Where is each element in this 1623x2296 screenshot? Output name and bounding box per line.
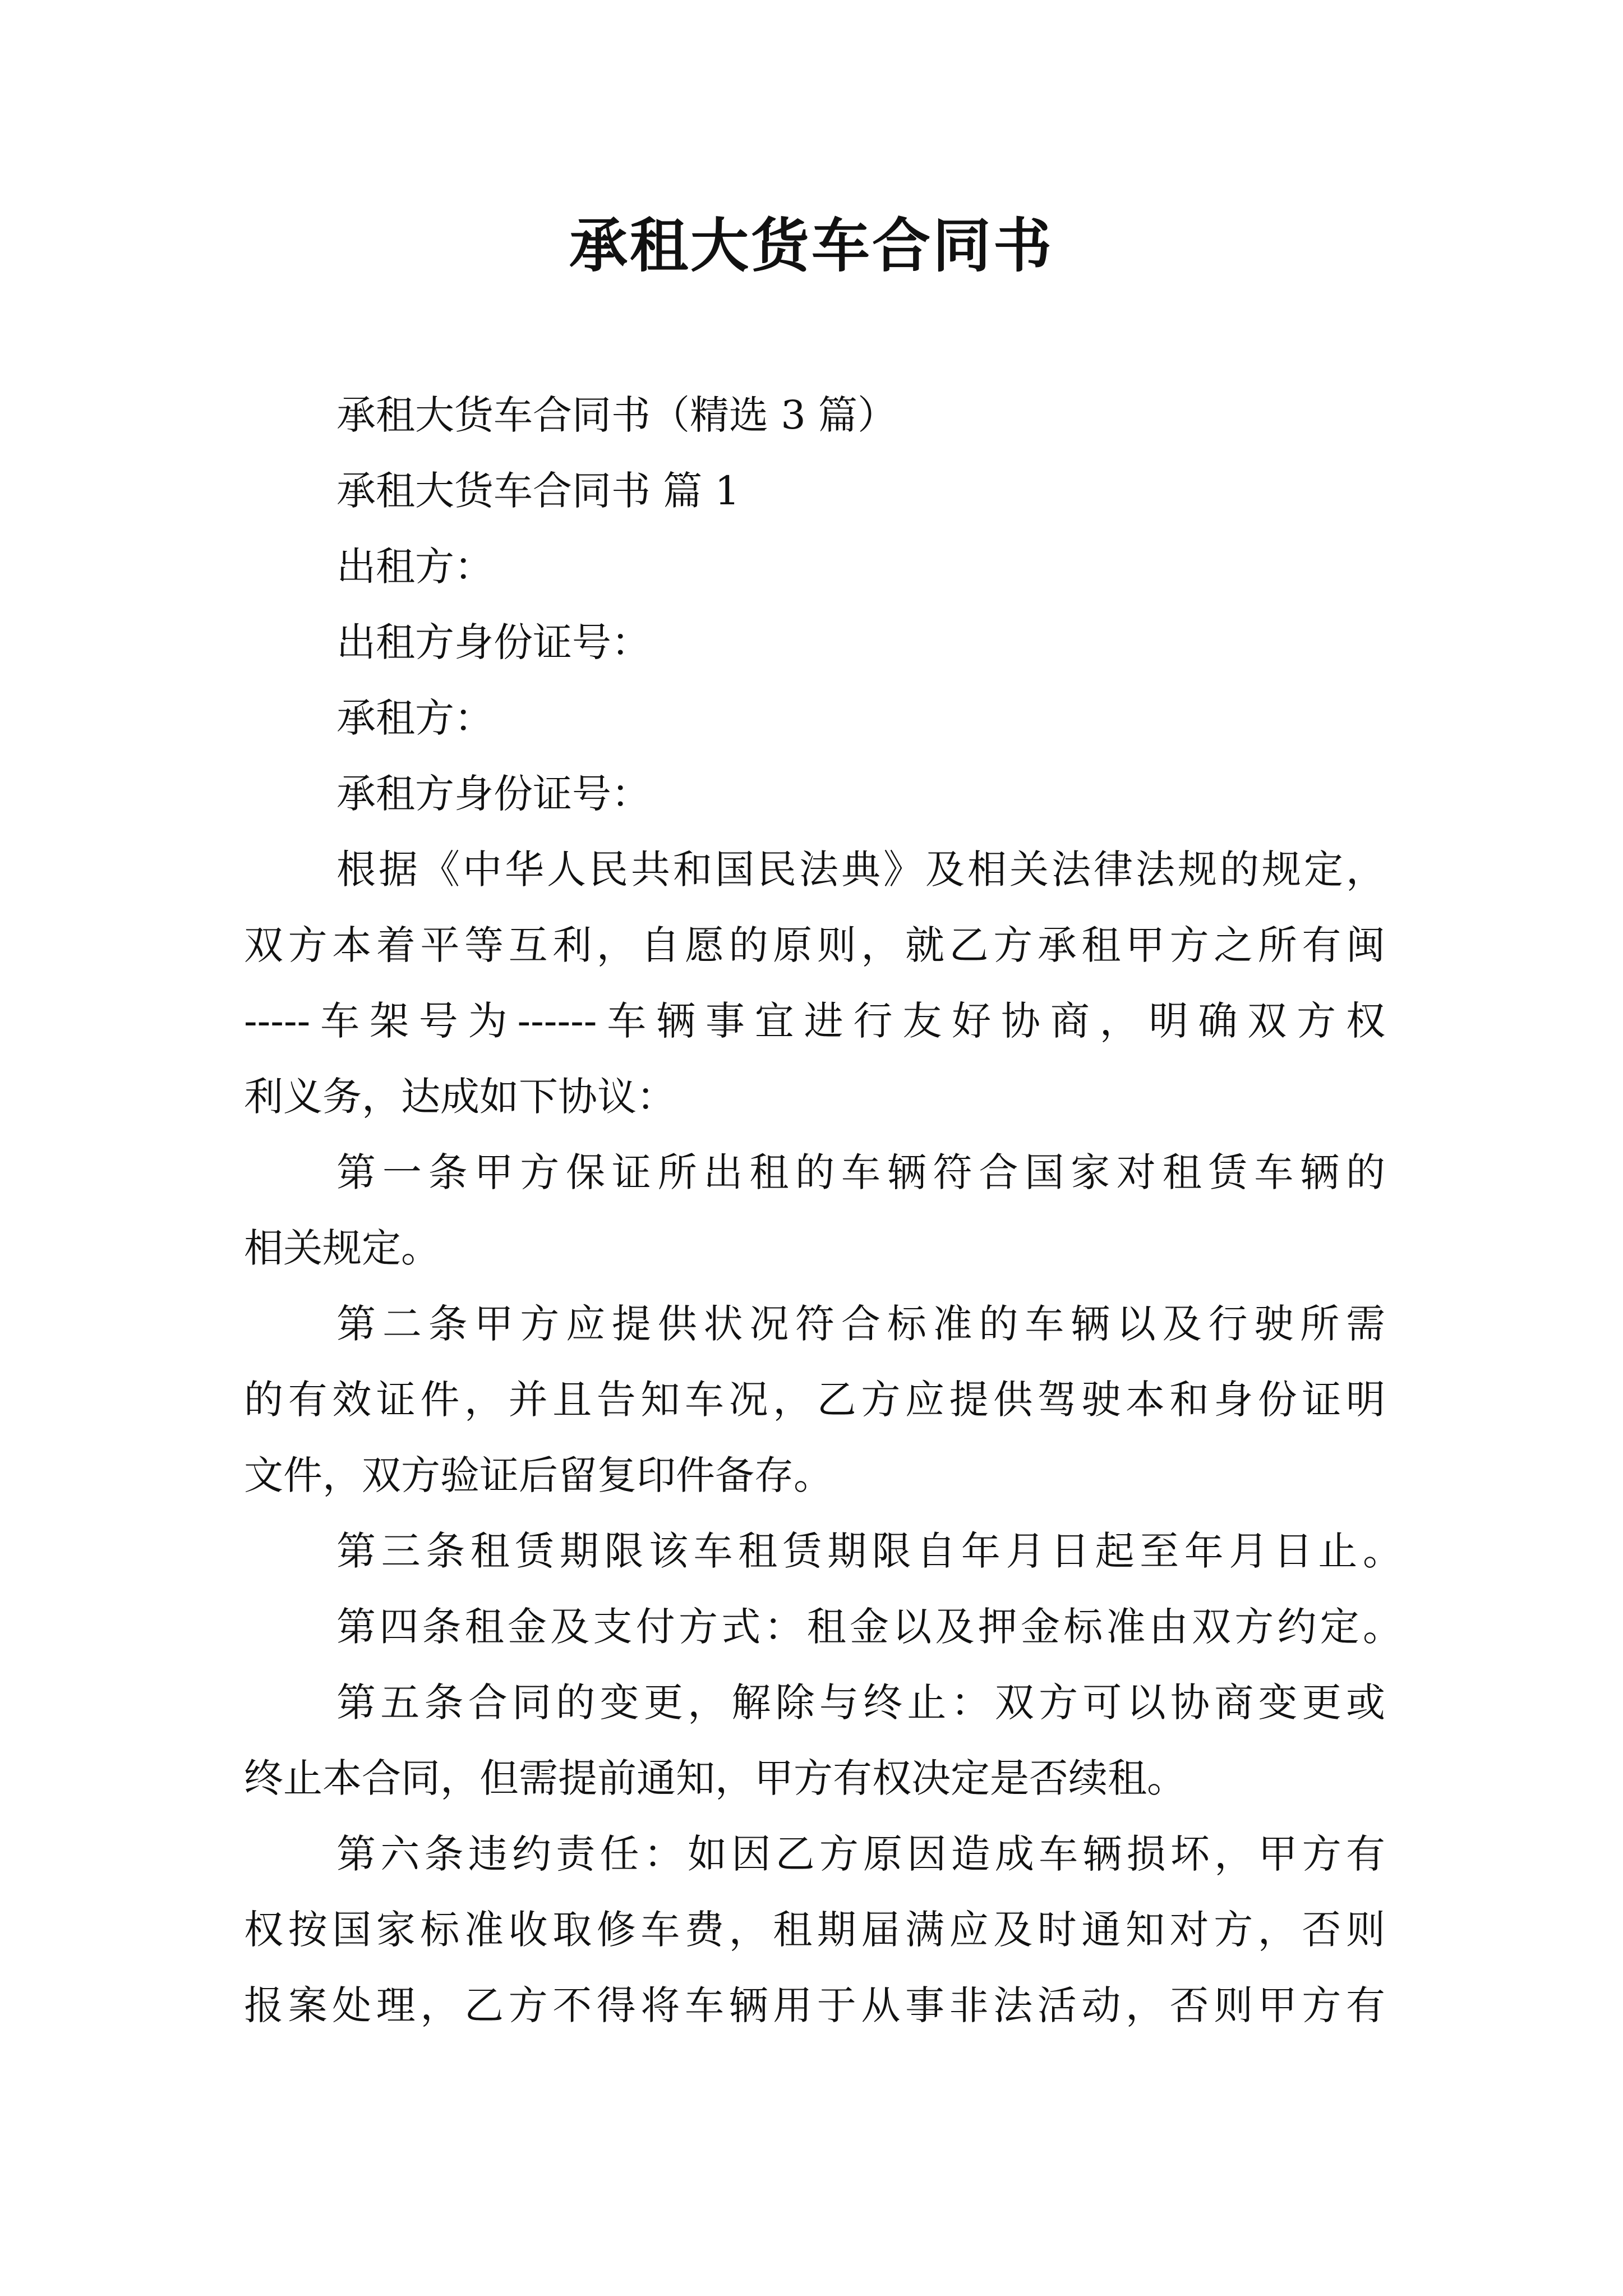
clause-6-line: 第六条违约责任：如因乙方原因造成车辆损坏，甲方有	[336, 1831, 1385, 1877]
lessor-id-field-label: 出租方身份证号：	[336, 619, 651, 665]
paragraph-line: 利义务，达成如下协议：	[244, 1074, 676, 1120]
paragraph-line: 根据《中华人民共和国民法典》及相关法律法规的规定，	[336, 846, 1385, 892]
clause-6-line: 权按国家标准收取修车费，租期届满应及时通知对方，否则	[244, 1907, 1385, 1953]
document-title: 承租大货车合同书	[569, 211, 1054, 280]
paragraph-line: 双方本着平等互利，自愿的原则，就乙方承租甲方之所有闽	[244, 922, 1385, 968]
clause-5-line: 第五条合同的变更，解除与终止：双方可以协商变更或	[336, 1680, 1385, 1726]
subtitle-line: 承租大货车合同书（精选 3 篇）	[336, 392, 897, 438]
clause-5-line: 终止本合同，但需提前通知，甲方有权决定是否续租。	[244, 1755, 1186, 1801]
clause-1-line: 第一条甲方保证所出租的车辆符合国家对租赁车辆的	[336, 1149, 1385, 1195]
section-heading-line: 承租大货车合同书 篇 1	[336, 468, 740, 514]
clause-2-line: 文件，双方验证后留复印件备存。	[244, 1452, 833, 1498]
clause-1-line: 相关规定。	[244, 1225, 440, 1271]
lessee-field-label: 承租方：	[336, 695, 494, 741]
clause-6-line: 报案处理，乙方不得将车辆用于从事非法活动，否则甲方有	[244, 1982, 1385, 2028]
clause-4-line: 第四条租金及支付方式：租金以及押金标准由双方约定。	[336, 1604, 1402, 1650]
lessee-id-field-label: 承租方身份证号：	[336, 771, 651, 817]
clause-3-line: 第三条租赁期限该车租赁期限自年月日起至年月日止。	[336, 1528, 1402, 1574]
paragraph-line: -----车架号为------车辆事宜进行友好协商，明确双方权	[244, 998, 1385, 1044]
lessor-field-label: 出租方：	[336, 544, 494, 590]
clause-2-line: 第二条甲方应提供状况符合标准的车辆以及行驶所需	[336, 1301, 1385, 1347]
clause-2-line: 的有效证件，并且告知车况，乙方应提供驾驶本和身份证明	[244, 1377, 1385, 1423]
